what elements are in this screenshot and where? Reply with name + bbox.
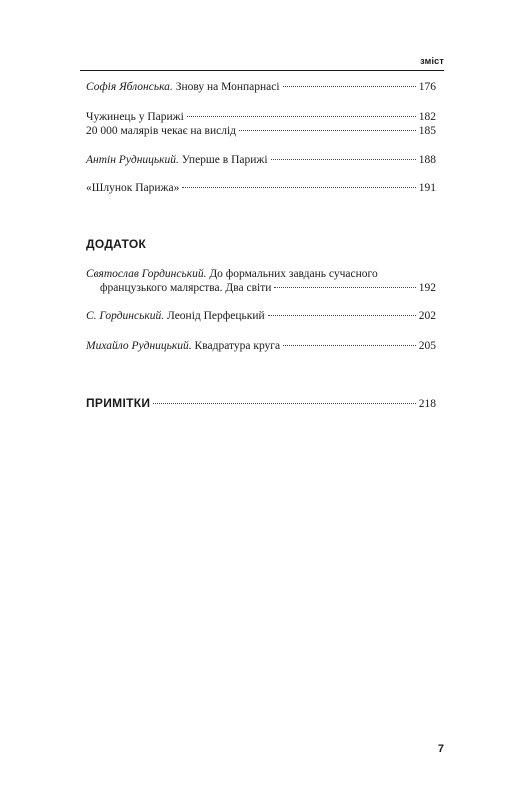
dot-leader (153, 403, 415, 404)
toc-entry (86, 110, 436, 124)
toc-entry (86, 153, 436, 167)
dot-leader (268, 315, 416, 316)
toc-title-line: До формальних завдань сучасного (209, 268, 378, 280)
dot-leader (283, 345, 416, 346)
toc-title: Уперше в Парижі (181, 154, 268, 166)
toc-entry (86, 339, 436, 353)
toc-page-number: 218 (418, 398, 436, 410)
toc-entry-notes (86, 396, 436, 411)
toc-entry (86, 80, 436, 94)
toc-author: Софія Яблонська. (86, 81, 173, 93)
dot-leader (271, 159, 416, 160)
toc-entry (86, 309, 436, 323)
dot-leader (187, 116, 416, 117)
toc-title: 20 000 малярів чекає на вислід (86, 125, 237, 137)
page-number: 7 (437, 743, 444, 755)
toc-page-number: 192 (418, 282, 436, 294)
toc-title: Квадратура круга (194, 340, 281, 352)
toc-page-number: 205 (418, 340, 436, 352)
dot-leader (239, 130, 416, 131)
toc-author: Святослав Гординський. (86, 268, 207, 280)
toc-page-number: 191 (418, 182, 436, 194)
toc-page-number: 185 (418, 125, 436, 137)
toc-title: Знову на Монпарнасі (175, 81, 280, 93)
toc-title: Леонід Перфецький (166, 310, 265, 322)
toc-page-number: 188 (418, 154, 436, 166)
toc-entry (86, 267, 436, 295)
dot-leader (274, 287, 415, 288)
toc-title-line: французького малярства. Два світи (100, 282, 272, 294)
toc-page-number: 202 (418, 310, 436, 322)
toc-author: С. Гординський. (86, 310, 165, 322)
toc-entry (86, 181, 436, 195)
header-rule (80, 70, 444, 71)
toc-entry (86, 124, 436, 138)
toc-title: Чужинець у Парижі (86, 111, 184, 123)
toc-author: Антін Рудницький. (86, 154, 179, 166)
notes-label: ПРИМІТКИ (86, 396, 151, 410)
running-head: зміст (420, 56, 444, 66)
toc-author: Михайло Рудницький. (86, 340, 192, 352)
toc-title: «Шлунок Парижа» (86, 182, 180, 194)
appendix-heading: ДОДАТОК (86, 237, 147, 251)
dot-leader (182, 187, 415, 188)
toc-page-number: 176 (418, 81, 436, 93)
toc-page-number: 182 (418, 111, 436, 123)
dot-leader (283, 86, 416, 87)
